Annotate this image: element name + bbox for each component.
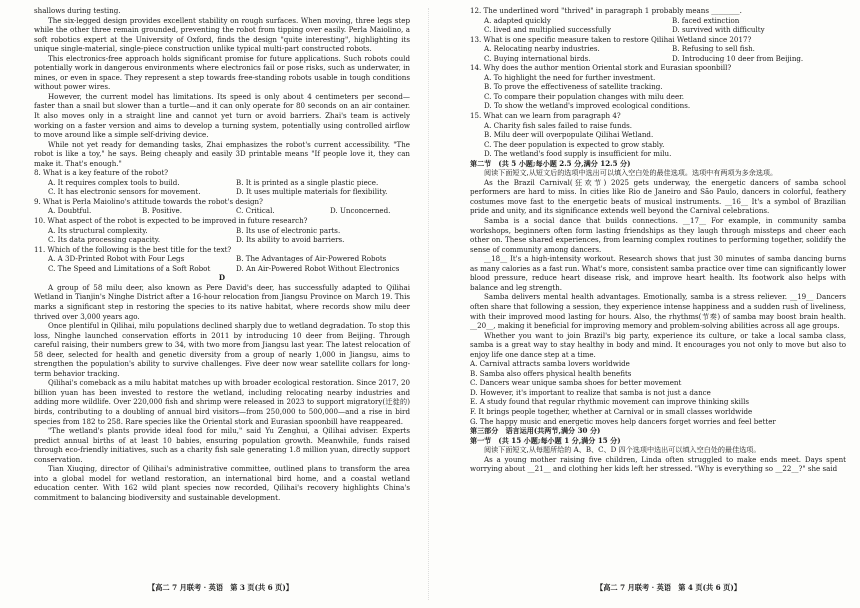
samba-option-d: D. However, it's important to realize that samba is not just a dance [470, 387, 711, 397]
option-10b: B. Its use of electronic parts. [236, 225, 341, 235]
question-11-options [34, 254, 410, 264]
samba-paragraph: Samba delivers mental health advantages. Emotionally, samba is a stress reliever. __19__ Dancers often share that following a session, they experience intense happiness and a sudden rush of liveliness, with their improved mood lasting for hours. Also, the rhythms(节奏) of samba may boost brain health. __20__, making it beneficial for improving memory and problem-solving abilities across all age groups. [470, 292, 846, 331]
passage-c-paragraph: However, the current model has limitations. Its speed is only about 4 centimeters per second—faster than a snail but slower than a turtle—and it can only operate for 80 seconds on an air container. It also moves only in a straight line and cannot yet turn or avoid barriers. Zhai's team is actively working on a faster version and aims to develop a turning system, potentially using controlled airflow to move around like a simple self-driving device. [34, 91, 410, 140]
question-13: 13. What is one specific measure taken to restore Qilihai Wetland since 2017? [470, 34, 752, 44]
option-15c: C. The deer population is expected to grow stably. [484, 139, 665, 149]
option-12b: B. faced extinction [672, 15, 740, 25]
samba-paragraph: Samba is a social dance that builds connections. __17__ For example, in community samba workshops, beginners often form lasting friendships as they laugh through missteps and cheer each other on. These shared experiences, from learning complex routines to performing together, solidify the sense of community among dancers. [470, 216, 846, 254]
samba-option-g: G. The happy music and energetic moves help dancers forget worries and feel better [470, 416, 776, 426]
option-12c: C. lived and multiplied successfully [484, 25, 611, 35]
question-8: 8. What is a key feature of the robot? [34, 168, 169, 178]
option-10c: C. Its data processing capacity. [48, 235, 161, 245]
samba-option-f: F. It brings people together, whether at Carnival or in small classes worldwide [470, 406, 753, 416]
option-13d: D. Introducing 10 deer from Beijing. [672, 53, 804, 63]
option-14c: C. To compare their population changes with milu deer. [484, 91, 685, 101]
question-11: 11. Which of the following is the best title for the text? [34, 244, 232, 254]
samba-option-b: B. Samba also offers physical health benefits [470, 368, 632, 378]
passage-d-heading: D [218, 273, 226, 283]
question-11-options [34, 264, 410, 274]
passage-c-tail: shallows during testing. [34, 6, 121, 15]
option-10d: D. Its ability to avoid barriers. [236, 235, 345, 245]
option-11c: C. The Speed and Limitations of a Soft Robot [48, 263, 211, 273]
question-14: 14. Why does the author mention Oriental stork and Eurasian spoonbill? [470, 63, 732, 73]
option-15b: B. Milu deer will overpopulate Qilihai Wetland. [484, 130, 654, 140]
option-11b: B. The Advantages of Air-Powered Robots [236, 254, 387, 264]
column-divider [428, 8, 429, 600]
option-13c: C. Buying international birds. [484, 53, 591, 63]
passage-d-paragraph: Once plentiful in Qilihai, milu populations declined sharply due to wetland degradation. To stop this loss, Ninghe launched conservation efforts in 2011 by introducing 10 deer from Beijing. Through careful raising, their numbers grew to 34, with two more from Jiangsu last year. The latest relocation of 58 deer, selected for health and genetic diversity from a group of nearly 1,000 in Jiangsu, aims to strengthen the population's ability to survive challenges. Five deer now wear satellite collars for long-term behavior tracking. [34, 321, 410, 378]
option-14a: A. To highlight the need for further investment. [484, 72, 656, 82]
option-8b: B. It is printed as a single plastic piece. [236, 177, 379, 187]
option-9b: B. Positive. [142, 206, 182, 216]
page-footer-3: 【高二 7 月联考 · 英语 第 3 页(共 6 页)】 [148, 583, 293, 592]
samba-paragraph: __18__ It's a high-intensity workout. Research shows that just 30 minutes of samba dancing burns as many calories as a fast run. What's more, consistent samba practice over time can significantly lower blood pressure, reduce heart disease risk, and improve heart health. Its footwork also helps with balance and leg strength. [470, 254, 846, 292]
option-14d: D. To show the wetland's improved ecological conditions. [484, 101, 691, 111]
part-3-section-1-heading: 第一节 (共 15 小题;每小题 1 分,满分 15 分) [470, 435, 621, 445]
passage-c-paragraph: The six-legged design provides excellent stability on rough surfaces. When moving, three legs step while the other three remain grounded, preventing the robot from tipping over easily. Perla Maiolino, a soft robotics expert at the University of Oxford, finds the design "quite interesting", highlighting its unique single-material, single-piece construction unlike typical multi-part constructed robots. [34, 15, 410, 54]
question-12-options [470, 25, 846, 35]
option-13a: A. Relocating nearby industries. [484, 44, 600, 54]
passage-d-paragraph: Tian Xiuqing, director of Qilihai's administrative committee, outlined plans to transform the area into a global model for wetland restoration, an international bird home, and a coastal wetland education center. With 162 wild plant species now recorded, Qilihai's recovery highlights China's commitment to balancing biodiversity and sustainable development. [34, 464, 410, 502]
option-8a: A. It requires complex tools to build. [48, 177, 180, 187]
question-9-options [34, 206, 410, 216]
option-15a: A. Charity fish sales failed to raise funds. [484, 120, 633, 130]
samba-option-a: A. Carnival attracts samba lovers worldwide [470, 359, 630, 369]
option-10a: A. Its structural complexity. [48, 225, 148, 235]
option-9a: A. Doubtful. [48, 206, 92, 216]
option-15d: D. The wetland's food supply is insufficient for milu. [484, 149, 672, 159]
passage-d-paragraph: "The wetland's plants provide ideal food for milu," said Yu Zenghui, a Qilihai adviser. Experts predict annual births of at least 10 babies, ensuring population growth. Meanwhile, funds raised through eco-friendly initiatives, such as a charity fish sale generating 1.8 million yuan, directly support conservation. [34, 426, 410, 464]
section-2-instructions: 阅读下面短文,从短文后的选项中选出可以填入空白处的最佳选项。选项中有两项为多余选项。 [484, 168, 778, 178]
section-2-heading: 第二节 (共 5 小题;每小题 2.5 分,满分 12.5 分) [470, 158, 631, 168]
part-3-heading: 第三部分 语言运用(共两节,满分 30 分) [470, 426, 601, 436]
option-12d: D. survived with difficulty [672, 25, 765, 35]
option-9c: C. Critical. [236, 206, 275, 216]
samba-paragraph: Whether you want to join Brazil's big party, experience its culture, or take a local samba class, samba is a great way to stay healthy in body and mind. It encourages you not only to move but also to enjoy life one dance step at a time. [470, 330, 846, 359]
question-8-options [34, 187, 410, 197]
option-12a: A. adapted quickly [484, 15, 551, 25]
option-11d: D. An Air-Powered Robot Without Electronics [236, 263, 400, 273]
passage-c-paragraph: This electronics-free approach holds significant promise for future applications. Such robots could potentially work in dangerous environments where electronics fail or pose risks, such as underwater, in mines, or even in space. They represent a step towards free-standing robots usable in tough conditions without power wires. [34, 53, 410, 92]
right-column [470, 6, 846, 474]
question-13-options [470, 54, 846, 64]
samba-paragraph: As the Brazil Carnival(狂欢节) 2025 gets underway, the energetic dancers of samba school performers are hard to miss. In cities like Rio de Janeiro and São Paulo, dancers in colorful, feathery costumes move fast to the energetic beats of musical instruments. __16__ It's a symbol of Brazilian pride and unity, and its significance extends well beyond the Carnival celebrations. [470, 177, 846, 216]
option-9d: D. Unconcerned. [330, 206, 391, 216]
question-12: 12. The underlined word "thrived" in paragraph 1 probably means ________. [470, 6, 742, 15]
question-10-options [34, 226, 410, 236]
option-8d: D. It uses multiple materials for flexibility. [236, 187, 388, 197]
question-9: 9. What is Perla Maiolino's attitude towards the robot's design? [34, 196, 263, 206]
question-15: 15. What can we learn from paragraph 4? [470, 111, 621, 121]
question-8-options [34, 178, 410, 188]
page-footer-4: 【高二 7 月联考 · 英语 第 4 页(共 6 页)】 [596, 583, 741, 592]
option-11a: A. A 3D-Printed Robot with Four Legs [48, 254, 185, 264]
option-13b: B. Refusing to sell fish. [672, 44, 755, 54]
option-14b: B. To prove the effectiveness of satellite tracking. [484, 82, 663, 92]
question-12-options [470, 16, 846, 26]
passage-c-paragraph: While not yet ready for demanding tasks, Zhai emphasizes the robot's current accessibility. "The robot is like a toy," he says. Being cheaply and easily 3D printable means "If people love it, they can make it. That's enough." [34, 139, 410, 168]
part-3-instructions: 阅读下面短文,从每题所给的 A、B、C、D 四个选项中选出可以填入空白处的最佳选项。 [484, 445, 761, 455]
question-13-options [470, 44, 846, 54]
question-10: 10. What aspect of the robot is expected to be improved in future research? [34, 216, 308, 226]
question-10-options [34, 235, 410, 245]
left-column [34, 6, 410, 502]
cloze-paragraph: As a young mother raising five children, Linda often struggled to make ends meet. Days spent worrying about __21__ and clothing her kids left her stressed. "Why is everything so __22__?" she said [470, 454, 846, 474]
samba-option-c: C. Dancers wear unique samba shoes for better movement [470, 378, 682, 388]
option-8c: C. It has electronic sensors for movement. [48, 187, 201, 197]
samba-option-e: E. A study found that regular rhythmic movement can improve thinking skills [470, 397, 750, 407]
passage-d-paragraph: Qilihai's comeback as a milu habitat matches up with broader ecological restoration. Since 2017, 20 billion yuan has been invested to restore the wetland, including relocating nearby industries and adding more wildlife. Over 220,000 fish and shrimp were released in 2023 to support migratory(迁徙的) birds, contributing to a doubling of annual bird visitors—from 250,000 to 500,000—and a rise in bird species from 182 to 258. Rare species like the Oriental stork and Eurasian spoonbill have reappeared. [34, 378, 410, 426]
passage-d-paragraph: A group of 58 milu deer, also known as Pere David's deer, has successfully adapted to Qilihai Wetland in Tianjin's Ninghe District after a 16-hour relocation from Jiangsu Province on March 19. This marks a significant step in restoring the species to its native habitat, where records show milu deer thrived over 3,000 years ago. [34, 282, 410, 321]
